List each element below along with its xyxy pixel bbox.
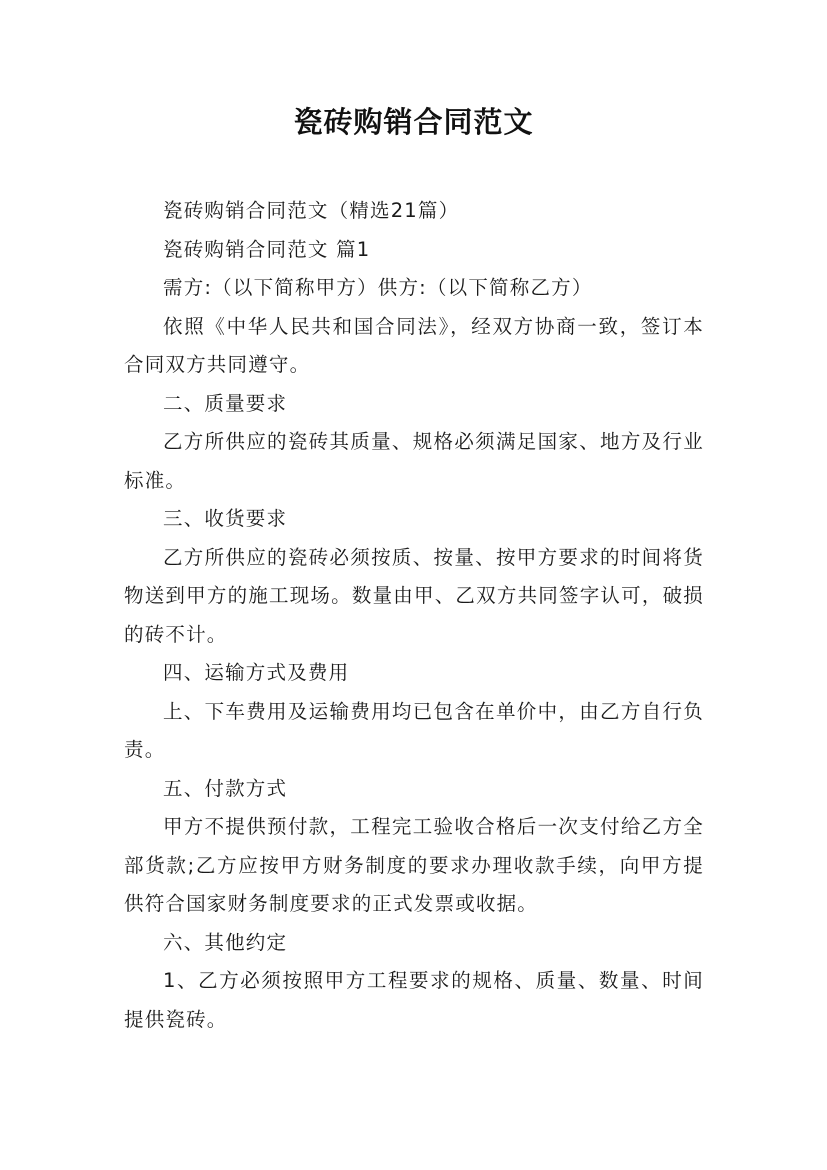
parties-paragraph: 需方:（以下简称甲方）供方:（以下简称乙方） [163, 276, 593, 299]
body-paragraph: 依照《中华人民共和国合同法》，经双方协商一致，签订本合同双方共同遵守。 [124, 314, 704, 376]
clause-heading: 三、收货要求 [163, 507, 288, 530]
body-paragraph: 乙方所供应的瓷砖必须按质、按量、按甲方要求的时间将货物送到甲方的施工现场。数量由甲、乙双方共同签字认可，破损的砖不计。 [124, 545, 704, 646]
clause-heading: 六、其他约定 [163, 930, 288, 954]
document-title: 瓷砖购销合同范文 [293, 105, 534, 139]
clause-heading: 四、运输方式及费用 [163, 661, 350, 684]
subtitle-paragraph: 瓷砖购销合同范文（精选21篇） [163, 199, 460, 222]
section-heading: 瓷砖购销合同范文 篇1 [163, 237, 371, 261]
document-body [124, 192, 704, 1039]
body-paragraph: 乙方所供应的瓷砖其质量、规格必须满足国家、地方及行业标准。 [124, 430, 704, 492]
body-paragraph: 上、下车费用及运输费用均已包含在单价中，由乙方自行负责。 [124, 699, 704, 761]
body-paragraph: 甲方不提供预付款，工程完工验收合格后一次支付给乙方全部货款;乙方应按甲方财务制度的要求办理收款手续，向甲方提供符合国家财务制度要求的正式发票或收据。 [124, 815, 704, 915]
body-paragraph: 1、乙方必须按照甲方工程要求的规格、质量、数量、时间提供瓷砖。 [124, 969, 704, 1031]
clause-heading: 五、付款方式 [163, 776, 288, 800]
clause-heading: 二、质量要求 [163, 391, 288, 415]
